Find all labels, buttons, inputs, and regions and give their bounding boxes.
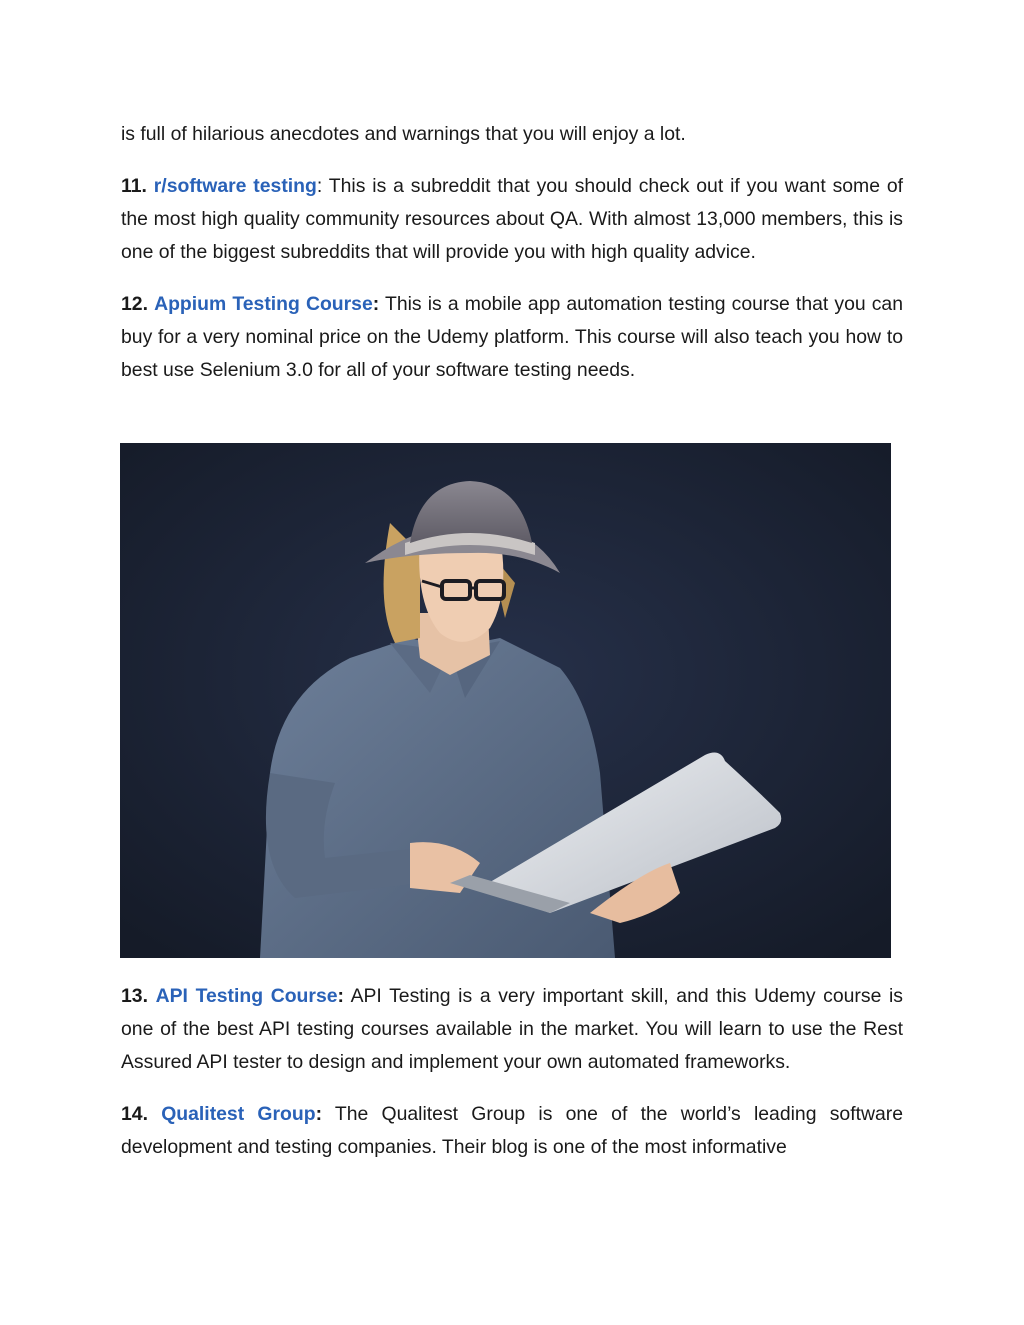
link-r-software-testing[interactable]: r/software testing xyxy=(153,175,317,197)
photo-man-with-laptop xyxy=(120,443,891,958)
link-api-testing-course[interactable]: API Testing Course xyxy=(155,985,338,1007)
item-number: 14. xyxy=(121,1103,148,1125)
item-separator: : xyxy=(315,1103,323,1125)
item-separator: : xyxy=(337,985,344,1007)
list-item-11 xyxy=(121,170,903,269)
item-description: This is a mobile app automation testing course that you can buy for a very nominal price on the Udemy platform. This course will also teach you how to best use Selenium 3.0 for all of your software testing needs. xyxy=(121,293,903,381)
list-item-13 xyxy=(121,980,903,1079)
item-description: The Qualitest Group is one of the world’s leading software development and testing companies. Their blog is one of the most informative xyxy=(121,1103,903,1158)
item-number: 11. xyxy=(121,175,147,197)
list-item-14 xyxy=(121,1098,903,1164)
item-description: API Testing is a very important skill, and this Udemy course is one of the best API testing courses available in the market. You will learn to use the Rest Assured API tester to design and implement your own automated frameworks. xyxy=(121,985,903,1073)
intro-paragraph: is full of hilarious anecdotes and warnings that you will enjoy a lot. xyxy=(121,123,686,145)
list-item-12 xyxy=(121,288,903,387)
item-number: 13. xyxy=(121,985,148,1007)
link-appium-testing-course[interactable]: Appium Testing Course xyxy=(154,293,373,315)
document-upper xyxy=(121,118,903,406)
item-description: This is a subreddit that you should check out if you want some of the most high quality community resources about QA. With almost 13,000 members, this is one of the biggest subreddits that will provide you with high quality advice. xyxy=(121,175,904,263)
item-separator: : xyxy=(372,293,380,315)
document-lower xyxy=(121,980,903,1183)
link-qualitest-group[interactable]: Qualitest Group xyxy=(161,1103,316,1125)
item-number: 12. xyxy=(121,293,148,315)
item-separator: : xyxy=(316,175,323,197)
